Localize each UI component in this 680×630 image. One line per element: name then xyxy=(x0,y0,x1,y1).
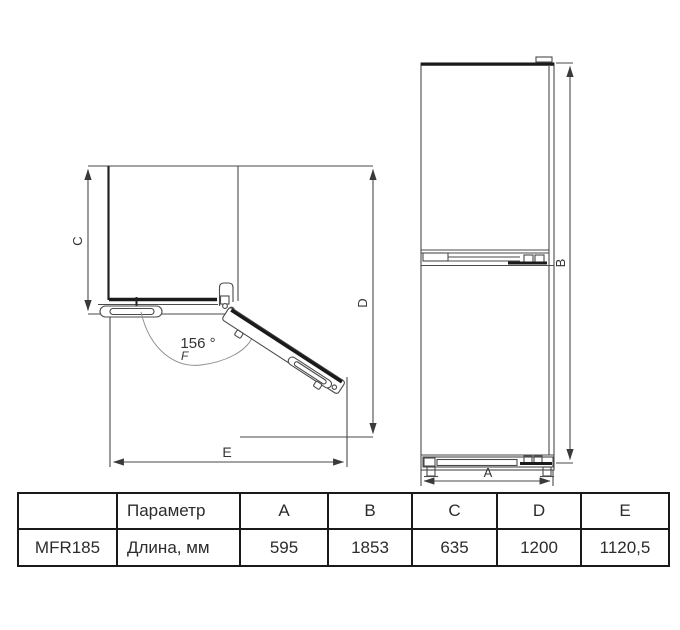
top-view-diagram xyxy=(70,166,373,467)
header-e: E xyxy=(581,493,669,529)
header-c: C xyxy=(412,493,497,529)
fridge-body-top-view xyxy=(98,166,238,306)
dim-label-b: B xyxy=(553,258,568,268)
header-b: B xyxy=(328,493,412,529)
hinge-cap xyxy=(536,57,552,62)
cell-parameter: Длина, мм xyxy=(117,529,240,566)
front-view-diagram xyxy=(421,57,573,486)
cell-e: 1120,5 xyxy=(581,529,669,566)
cell-model: MFR185 xyxy=(18,529,117,566)
closed-door-handle xyxy=(100,306,162,317)
angle-f-label: F xyxy=(181,349,189,363)
cell-a: 595 xyxy=(240,529,328,566)
header-a: A xyxy=(240,493,328,529)
cell-b: 1853 xyxy=(328,529,412,566)
table-row xyxy=(18,529,669,566)
angle-value: 156 ° xyxy=(180,335,216,352)
cell-d: 1200 xyxy=(497,529,581,566)
dim-label-c: C xyxy=(70,236,85,246)
spec-table xyxy=(17,492,670,567)
dim-label-d: D xyxy=(355,298,370,308)
header-parameter: Параметр xyxy=(117,493,240,529)
cell-c: 635 xyxy=(412,529,497,566)
dim-label-a: A xyxy=(483,465,493,480)
header-d: D xyxy=(497,493,581,529)
door-seal-open xyxy=(231,310,342,382)
dim-label-e: E xyxy=(222,444,232,460)
table-header-row xyxy=(18,493,669,529)
header-model xyxy=(18,493,117,529)
